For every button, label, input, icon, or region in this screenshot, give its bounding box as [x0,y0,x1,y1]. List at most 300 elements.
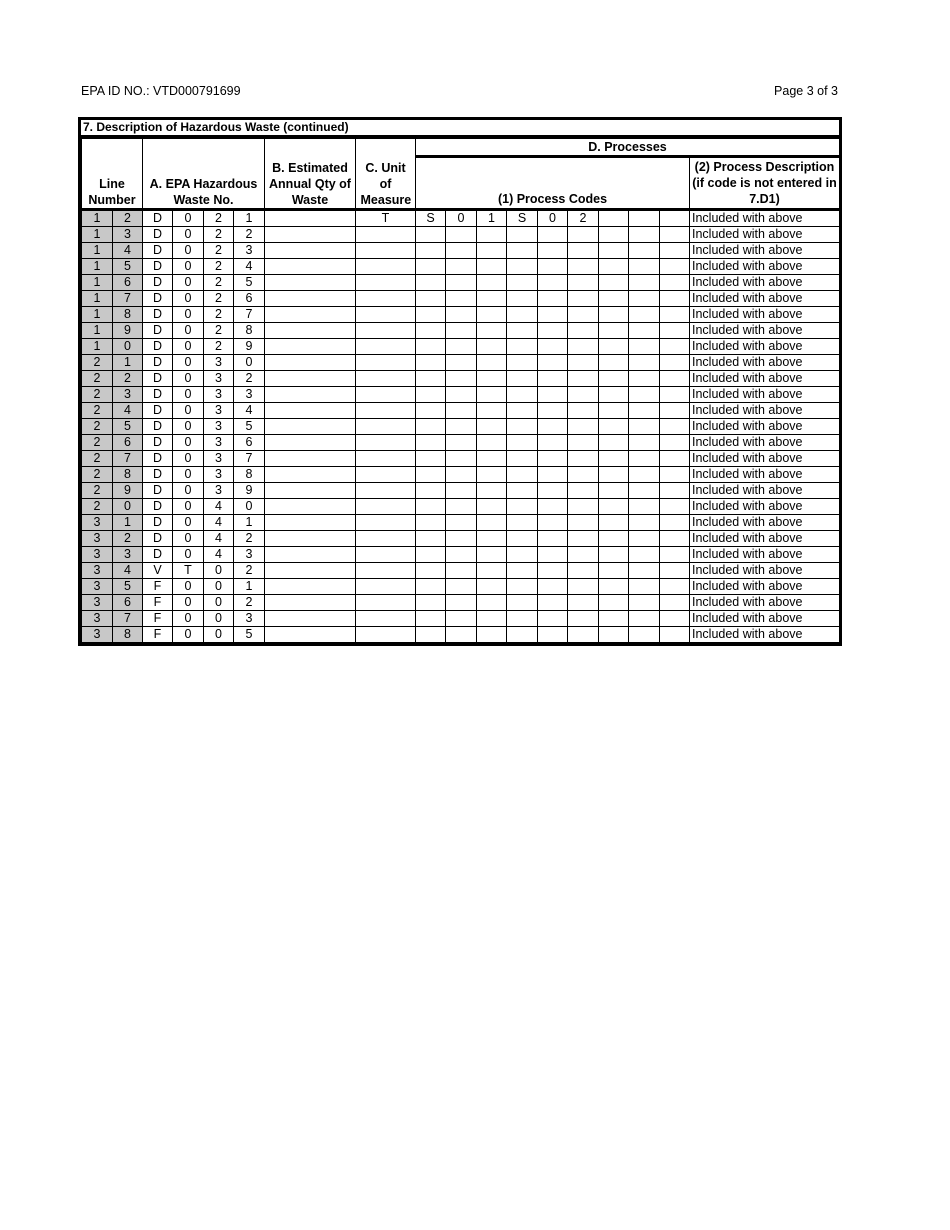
unit-cell [356,403,416,419]
waste-code-char: 0 [173,275,204,291]
process-code-char [446,259,477,275]
process-code-char [568,579,599,595]
line-number-digit: 2 [82,435,113,451]
process-code-char [538,627,568,643]
unit-cell [356,547,416,563]
waste-code-char: 0 [234,499,265,515]
process-code-char [568,467,599,483]
waste-code-char: 0 [173,547,204,563]
process-code-char [446,531,477,547]
process-code-char [568,483,599,499]
process-code-char [477,403,507,419]
waste-code-char: 0 [204,611,234,627]
waste-code-char: 2 [234,595,265,611]
process-description-cell: Included with above [690,483,840,499]
process-code-char [599,259,629,275]
waste-code-char: 9 [234,339,265,355]
line-number-digit: 4 [113,243,143,259]
waste-code-char: 3 [234,611,265,627]
process-code-char [416,291,446,307]
waste-code-char: D [143,435,173,451]
process-code-char [599,627,629,643]
line-number-digit: 3 [82,627,113,643]
waste-code-char: 0 [173,259,204,275]
process-code-char [446,483,477,499]
estimated-qty-cell [265,451,356,467]
waste-code-char: 3 [204,387,234,403]
waste-code-char: D [143,307,173,323]
process-code-char [660,259,690,275]
waste-code-char: 2 [204,323,234,339]
process-code-char [568,243,599,259]
process-code-char [568,259,599,275]
process-code-char [568,387,599,403]
process-code-char [507,563,538,579]
unit-cell [356,435,416,451]
process-code-char [416,355,446,371]
waste-code-char: 2 [234,563,265,579]
waste-code-char: D [143,339,173,355]
process-code-char [538,387,568,403]
waste-code-char: D [143,547,173,563]
unit-cell [356,259,416,275]
process-code-char [568,355,599,371]
table-row [82,611,840,627]
process-code-char [568,419,599,435]
table-row [82,259,840,275]
estimated-qty-cell [265,227,356,243]
process-code-char [538,611,568,627]
line-number-digit: 3 [82,531,113,547]
waste-code-char: D [143,483,173,499]
process-code-char [477,451,507,467]
process-code-char [568,291,599,307]
line-number-digit: 7 [113,291,143,307]
line-number-digit: 1 [113,515,143,531]
table-row [82,531,840,547]
line-number-digit: 3 [82,595,113,611]
waste-code-char: D [143,387,173,403]
unit-cell [356,579,416,595]
process-code-char [629,307,660,323]
process-code-char [599,291,629,307]
process-code-char [477,227,507,243]
line-number-digit: 1 [82,243,113,259]
process-code-char [629,627,660,643]
process-code-char [446,579,477,595]
process-code-char [416,339,446,355]
unit-cell [356,467,416,483]
process-code-char [599,339,629,355]
process-code-char [660,243,690,259]
waste-code-char: 0 [173,403,204,419]
process-code-char [660,387,690,403]
process-code-char [538,227,568,243]
waste-code-char: 7 [234,307,265,323]
line-number-digit: 3 [113,227,143,243]
unit-cell [356,227,416,243]
process-code-char [538,515,568,531]
process-code-char [568,563,599,579]
line-number-digit: 2 [82,371,113,387]
waste-code-char: D [143,355,173,371]
estimated-qty-cell [265,291,356,307]
estimated-qty-cell [265,259,356,275]
process-code-char [629,483,660,499]
col-header-epa-waste-no [143,139,265,210]
process-code-char [660,307,690,323]
estimated-qty-cell [265,627,356,643]
process-code-char [416,451,446,467]
process-code-char [446,627,477,643]
waste-rows [82,210,840,643]
process-code-char [538,419,568,435]
waste-code-char: D [143,243,173,259]
process-code-char [629,259,660,275]
process-code-char [599,403,629,419]
process-code-char [660,515,690,531]
process-description-cell: Included with above [690,323,840,339]
process-code-char [538,435,568,451]
process-code-char [568,435,599,451]
table-row [82,419,840,435]
process-code-char [446,291,477,307]
table-row [82,339,840,355]
line-number-digit: 7 [113,451,143,467]
process-code-char [599,419,629,435]
process-code-char [629,355,660,371]
process-code-char [416,307,446,323]
line-number-digit: 1 [82,291,113,307]
process-description-cell: Included with above [690,227,840,243]
table-row [82,307,840,323]
process-code-char [477,355,507,371]
process-code-char [599,275,629,291]
process-description-cell: Included with above [690,243,840,259]
process-code-char [629,611,660,627]
process-code-char [538,547,568,563]
line-number-digit: 9 [113,483,143,499]
process-code-char [568,403,599,419]
unit-cell: T [356,210,416,227]
process-code-char [660,451,690,467]
process-code-char [629,291,660,307]
waste-code-char: 3 [204,355,234,371]
process-code-char [568,451,599,467]
process-code-char [477,323,507,339]
waste-code-char: 6 [234,435,265,451]
process-description-cell: Included with above [690,451,840,467]
process-description-cell: Included with above [690,595,840,611]
unit-cell [356,243,416,259]
process-code-char [507,323,538,339]
process-code-char [629,403,660,419]
waste-code-char: 0 [173,611,204,627]
process-code-char [446,435,477,451]
process-code-char [568,371,599,387]
process-code-char [538,371,568,387]
line-number-digit: 7 [113,611,143,627]
process-code-char [568,499,599,515]
line-number-digit: 1 [113,355,143,371]
process-code-char [629,243,660,259]
unit-cell [356,339,416,355]
process-code-char [477,563,507,579]
waste-code-char: 3 [234,547,265,563]
waste-code-char: 6 [234,291,265,307]
process-code-char [599,483,629,499]
waste-code-char: 4 [204,499,234,515]
process-code-char [660,339,690,355]
process-code-char [507,579,538,595]
process-code-char [660,419,690,435]
estimated-qty-cell [265,467,356,483]
line-number-digit: 2 [82,499,113,515]
process-code-char [538,339,568,355]
process-code-char [416,563,446,579]
unit-cell [356,595,416,611]
waste-code-char: 5 [234,627,265,643]
table-row [82,483,840,499]
estimated-qty-cell [265,210,356,227]
waste-code-char: 2 [204,243,234,259]
process-code-char [507,627,538,643]
unit-cell [356,515,416,531]
waste-code-char: 0 [173,515,204,531]
table-row [82,467,840,483]
process-code-char [599,579,629,595]
line-number-digit: 5 [113,579,143,595]
estimated-qty-cell [265,435,356,451]
process-code-char [477,467,507,483]
waste-code-char: F [143,579,173,595]
process-description-cell: Included with above [690,515,840,531]
line-number-digit: 1 [82,210,113,227]
estimated-qty-cell [265,515,356,531]
process-description-cell: Included with above [690,387,840,403]
table-row [82,403,840,419]
process-code-char: 1 [477,210,507,227]
waste-code-char: 7 [234,451,265,467]
line-number-digit: 0 [113,339,143,355]
line-number-digit: 3 [113,547,143,563]
process-code-char [660,210,690,227]
process-code-char [538,483,568,499]
section-title: 7. Description of Hazardous Waste (continued) [81,120,839,138]
process-code-char [416,371,446,387]
process-code-char [416,467,446,483]
process-code-char [629,467,660,483]
process-code-char: 0 [446,210,477,227]
unit-cell [356,371,416,387]
process-code-char [568,339,599,355]
col-header-processes: D. Processes [416,139,840,157]
process-code-char [446,387,477,403]
process-code-char [446,611,477,627]
process-code-char [416,403,446,419]
process-code-char [660,291,690,307]
estimated-qty-cell [265,387,356,403]
process-code-char [507,531,538,547]
process-code-char [416,515,446,531]
process-code-char [507,371,538,387]
process-code-char [416,435,446,451]
waste-code-char: F [143,595,173,611]
process-code-char [629,435,660,451]
process-code-char [660,275,690,291]
waste-code-char: 4 [204,547,234,563]
process-code-char [538,531,568,547]
process-description-cell: Included with above [690,499,840,515]
epa-waste-no-label: A. EPA Hazardous Waste No. [149,177,258,207]
waste-code-char: 0 [173,435,204,451]
line-number-digit: 2 [113,210,143,227]
process-code-char [507,547,538,563]
waste-code-char: 0 [173,467,204,483]
waste-code-char: 0 [173,595,204,611]
unit-cell [356,275,416,291]
process-code-char [599,531,629,547]
process-description-cell: Included with above [690,563,840,579]
estimated-qty-cell [265,339,356,355]
table-row [82,579,840,595]
process-code-char [507,451,538,467]
estimated-qty-cell [265,323,356,339]
process-code-char [660,467,690,483]
process-code-char [538,307,568,323]
col-header-process-description [690,157,840,210]
waste-code-char: 2 [204,210,234,227]
table-row [82,515,840,531]
process-code-char [599,499,629,515]
process-code-char [538,563,568,579]
process-code-char [477,339,507,355]
waste-code-char: 0 [173,323,204,339]
waste-code-char: 0 [173,579,204,595]
estimated-qty-cell [265,611,356,627]
line-number-digit: 3 [113,387,143,403]
process-code-char [538,595,568,611]
estimated-qty-cell [265,307,356,323]
line-number-digit: 2 [82,451,113,467]
unit-cell [356,483,416,499]
process-code-char [477,435,507,451]
process-description-cell: Included with above [690,355,840,371]
process-code-char: S [507,210,538,227]
process-code-char [599,371,629,387]
waste-code-char: 2 [234,227,265,243]
process-code-char [538,243,568,259]
process-description-cell: Included with above [690,531,840,547]
process-code-char [416,275,446,291]
waste-code-char: 0 [173,355,204,371]
line-number-digit: 4 [113,563,143,579]
line-number-digit: 2 [82,387,113,403]
process-code-char [507,611,538,627]
waste-code-char: D [143,227,173,243]
page-number: Page 3 of 3 [774,84,838,98]
col-header-unit [356,139,416,210]
waste-code-char: F [143,627,173,643]
table-row [82,451,840,467]
unit-cell [356,387,416,403]
estimated-qty-cell [265,563,356,579]
process-code-char: S [416,210,446,227]
process-code-char [660,499,690,515]
waste-code-char: D [143,259,173,275]
waste-code-char: 0 [204,627,234,643]
process-code-char [599,355,629,371]
process-code-char [538,259,568,275]
estimated-qty-cell [265,499,356,515]
table-row [82,435,840,451]
process-code-char [599,563,629,579]
waste-code-char: 2 [204,291,234,307]
process-description-cell: Included with above [690,579,840,595]
process-code-char [416,595,446,611]
waste-code-char: 0 [173,243,204,259]
process-code-char [446,227,477,243]
unit-cell [356,291,416,307]
process-code-char [446,307,477,323]
process-code-char [629,339,660,355]
process-description-cell: Included with above [690,547,840,563]
process-code-char [446,595,477,611]
process-code-char [416,627,446,643]
process-code-char [599,323,629,339]
line-number-digit: 2 [82,419,113,435]
estimated-qty-cell [265,243,356,259]
process-code-char [629,531,660,547]
table-row [82,355,840,371]
col-header-estimated-qty [265,139,356,210]
waste-code-char: 0 [173,627,204,643]
process-description-cell: Included with above [690,403,840,419]
process-description-cell: Included with above [690,627,840,643]
table-row [82,627,840,643]
process-code-char [446,355,477,371]
process-code-char: 2 [568,210,599,227]
process-code-char [507,515,538,531]
estimated-qty-cell [265,275,356,291]
process-code-char [477,307,507,323]
process-description-cell: Included with above [690,210,840,227]
process-code-char [660,355,690,371]
table-row [82,387,840,403]
process-code-char [599,243,629,259]
line-number-digit: 4 [113,403,143,419]
process-description-cell: Included with above [690,435,840,451]
process-code-char [599,451,629,467]
process-code-char [507,243,538,259]
line-number-digit: 1 [82,323,113,339]
waste-code-char: 0 [173,339,204,355]
process-code-char [446,275,477,291]
process-code-char [446,451,477,467]
process-code-char [538,323,568,339]
process-code-char [599,435,629,451]
estimated-qty-cell [265,419,356,435]
process-description-cell: Included with above [690,291,840,307]
process-description-cell: Included with above [690,419,840,435]
process-code-char [477,291,507,307]
table-row [82,563,840,579]
waste-code-char: 0 [173,419,204,435]
process-code-char [629,515,660,531]
line-number-digit: 3 [82,515,113,531]
line-number-digit: 3 [82,611,113,627]
line-number-digit: 6 [113,435,143,451]
